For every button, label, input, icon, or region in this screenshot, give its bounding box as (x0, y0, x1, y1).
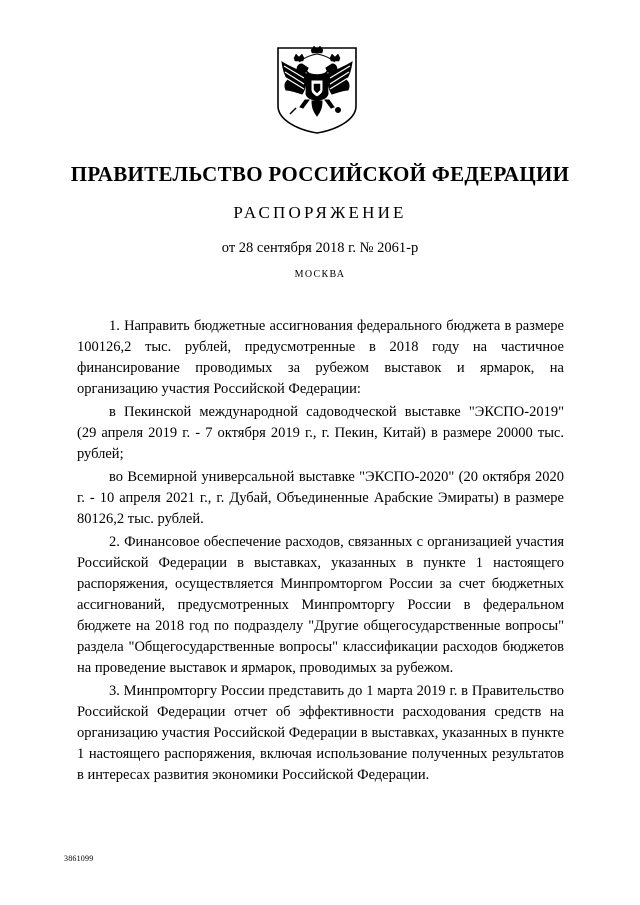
document-date-number: от 28 сентября 2018 г. № 2061-р (221, 240, 419, 256)
paragraph-1b: во Всемирной универсальной выставке "ЭКСПО-2020" (20 октября 2020 г. - 10 апреля 2021 г., г. Дубай, Объединенные Арабские Эмираты) в размере 80126,2 тыс. рублей. (77, 469, 564, 527)
paragraph-1: 1. Направить бюджетные ассигнования федерального бюджета в размере 100126,2 тыс. рублей, предусмотренные в 2018 году на частичное финансирование проводимых за рубежом выставок и ярмарок, на организацию участия Российской Федерации: (77, 318, 564, 397)
paragraph-2: 2. Финансовое обеспечение расходов, связанных с организацией участия Российской Федерации в выставках, указанных в пункте 1 настоящего распоряжения, осуществляется Минпромторгом России за счет бюджетных ассигнований, предусмотренных Минпромторгу России в федеральном бюджете на 2018 год по подразделу "Другие общегосударственные вопросы" раздела "Общегосударственные вопросы" классификации расходов бюджетов на проведение выставок и ярмарок, проводимых за рубежом. (77, 534, 564, 676)
document-code: 3861099 (64, 854, 94, 863)
paragraph-1a: в Пекинской международной садоводческой выставке "ЭКСПО-2019" (29 апреля 2019 г. - 7 октября 2019 г., г. Пекин, Китай) в размере 20000 тыс. рублей; (77, 404, 564, 462)
government-title: ПРАВИТЕЛЬСТВО РОССИЙСКОЙ ФЕДЕРАЦИИ (70, 162, 570, 186)
coat-of-arms-icon (276, 44, 358, 134)
document-type: РАСПОРЯЖЕНИЕ (233, 203, 407, 222)
paragraph-3: 3. Минпромторгу России представить до 1 марта 2019 г. в Правительство Российской Федерации отчет об эффективности расходования средств на организацию участия Российской Федерации в выставках, указанных в пункте 1 настоящего распоряжения, включая использование полученных результатов в интересах развития экономики Российской Федерации. (77, 683, 564, 783)
document-city: МОСКВА (294, 269, 346, 280)
document-body (77, 316, 564, 788)
